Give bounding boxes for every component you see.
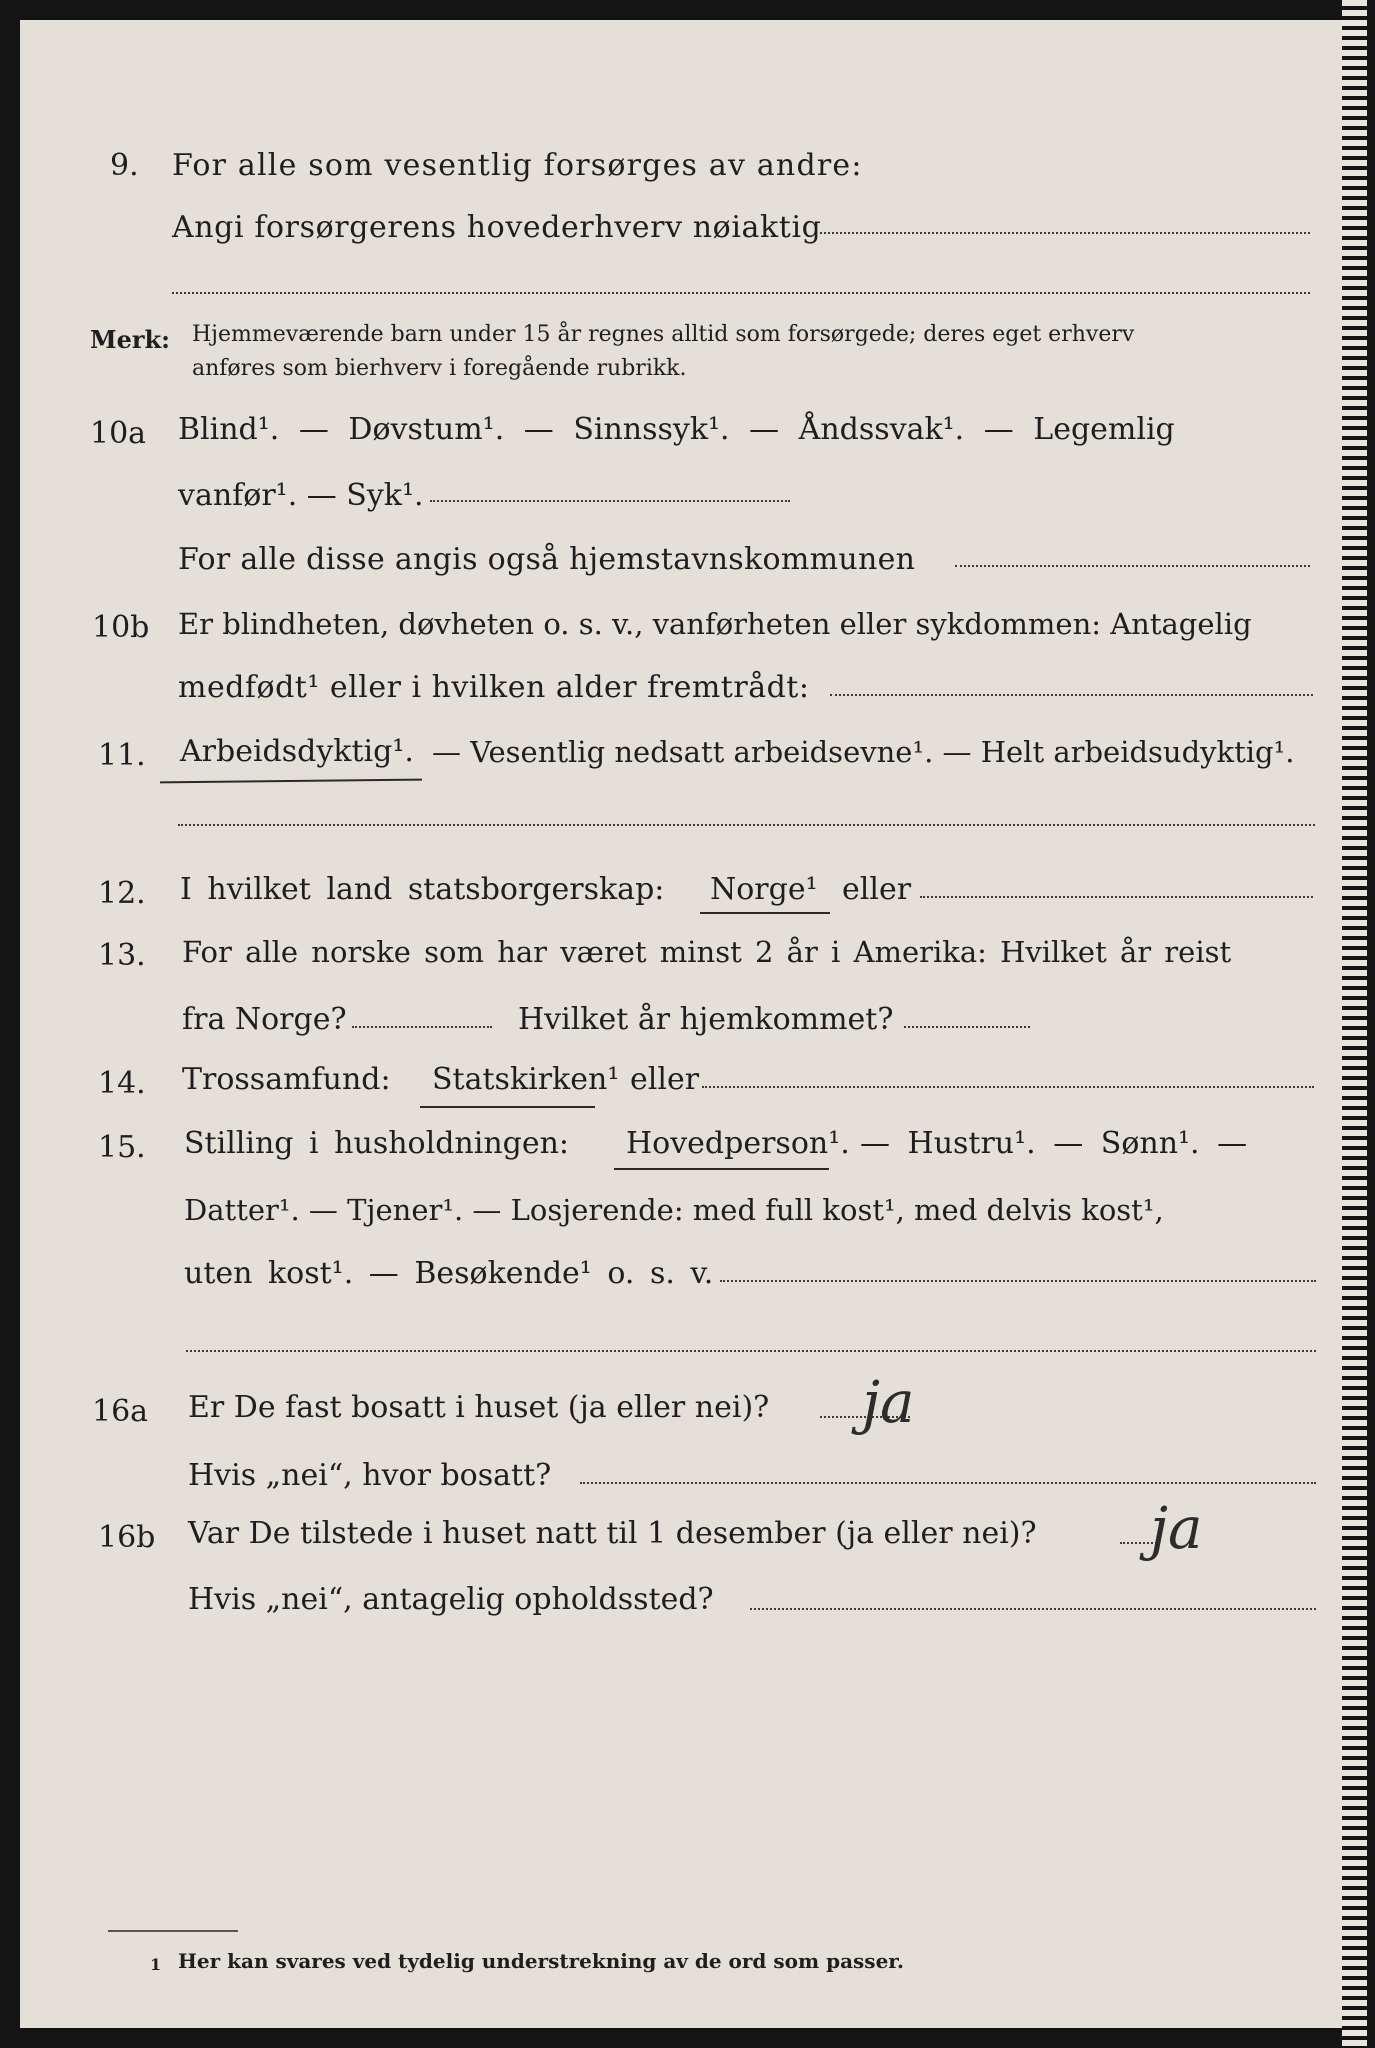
q15-answer-line[interactable] bbox=[720, 1280, 1316, 1282]
q9-answer-line-2[interactable] bbox=[172, 292, 1310, 294]
note-line-2: anføres som bierhverv i foregående rubrikk. bbox=[192, 356, 687, 381]
q11-number: 11. bbox=[98, 738, 146, 773]
q15-options-3[interactable]: uten kost¹. — Besøkende¹ o. s. v. bbox=[184, 1256, 714, 1291]
q10b-question: Er blindheten, døvheten o. s. v., vanførheten eller sykdommen: Antagelig bbox=[178, 607, 1252, 641]
q16b-number: 16b bbox=[98, 1520, 156, 1555]
q12-selection-underline bbox=[700, 912, 830, 914]
q14-selection-underline bbox=[420, 1106, 595, 1108]
q10a-municipality-line[interactable] bbox=[955, 565, 1310, 567]
q16a-where: Hvis „nei“, hvor bosatt? bbox=[188, 1458, 552, 1493]
q14-or: eller bbox=[630, 1062, 700, 1097]
q10b-answer-line[interactable] bbox=[830, 694, 1313, 696]
q12-question: I hvilket land statsborgerskap: bbox=[180, 872, 665, 907]
census-form-page bbox=[20, 20, 1342, 2028]
q16a-number: 16a bbox=[92, 1394, 149, 1429]
q10b-question-2: medfødt¹ eller i hvilken alder fremtrådt: bbox=[178, 670, 810, 705]
q16a-where-line[interactable] bbox=[580, 1482, 1316, 1484]
note-line-1: Hjemmeværende barn under 15 år regnes alltid som forsørgede; deres eget erhverv bbox=[192, 322, 1135, 347]
q11-selection-underline bbox=[160, 779, 422, 784]
q15-question: Stilling i husholdningen: bbox=[184, 1126, 570, 1161]
q9-answer-line[interactable] bbox=[820, 232, 1310, 234]
q16a-question: Er De fast bosatt i huset (ja eller nei)? bbox=[188, 1390, 770, 1425]
q12-answer-line[interactable] bbox=[920, 896, 1313, 898]
q11-answer-line[interactable] bbox=[178, 824, 1315, 826]
q9-question: For alle som vesentlig forsørges av andre: bbox=[172, 148, 863, 183]
q16b-where-line[interactable] bbox=[750, 1608, 1316, 1610]
q16b-where: Hvis „nei“, antagelig opholdssted? bbox=[188, 1582, 714, 1617]
q15-number: 15. bbox=[98, 1130, 146, 1165]
q10a-options-2: vanfør¹. — Syk¹. bbox=[178, 478, 424, 513]
q14-answer-line[interactable] bbox=[702, 1086, 1314, 1088]
q12-or: eller bbox=[842, 872, 912, 907]
q13-year-left-line[interactable] bbox=[352, 1026, 492, 1028]
footnote-rule bbox=[108, 1930, 238, 1932]
q12-number: 12. bbox=[98, 876, 146, 911]
q11-option-arbeidsdyktig[interactable]: Arbeidsdyktig¹. bbox=[180, 734, 414, 769]
q12-option-norge[interactable]: Norge¹ bbox=[710, 872, 818, 907]
q13-returned: Hvilket år hjemkommet? bbox=[518, 1002, 894, 1037]
q15-option-hovedperson[interactable]: Hovedperson¹. bbox=[626, 1126, 850, 1161]
perforated-edge bbox=[1342, 0, 1367, 2048]
q11-other-options[interactable]: — Vesentlig nedsatt arbeidsevne¹. — Helt arbeidsudyktig¹. bbox=[432, 735, 1295, 769]
q15-options-1[interactable]: — Hustru¹. — Sønn¹. — bbox=[860, 1126, 1248, 1161]
footnote-mark: 1 bbox=[150, 1955, 162, 1974]
q14-number: 14. bbox=[98, 1066, 146, 1101]
q10b-number: 10b bbox=[92, 610, 150, 645]
q13-left-norway: fra Norge? bbox=[182, 1002, 347, 1037]
q13-question: For alle norske som har været minst 2 år i Amerika: Hvilket år reist bbox=[182, 935, 1232, 969]
q10a-municipality: For alle disse angis også hjemstavnskommunen bbox=[178, 542, 916, 577]
footnote-text: Her kan svares ved tydelig understrekning av de ord som passer. bbox=[178, 1949, 904, 1973]
q15-answer-line-2[interactable] bbox=[186, 1350, 1316, 1352]
note-label: Merk: bbox=[90, 325, 170, 354]
q15-selection-underline bbox=[614, 1168, 829, 1170]
q14-option-statskirken[interactable]: Statskirken¹ bbox=[432, 1062, 620, 1097]
q10a-answer-line[interactable] bbox=[430, 500, 790, 502]
q14-question: Trossamfund: bbox=[182, 1062, 391, 1097]
q16a-handwritten-answer: ja bbox=[862, 1368, 915, 1436]
q16b-handwritten-answer: ja bbox=[1150, 1494, 1203, 1562]
q16b-question: Var De tilstede i huset natt til 1 desember (ja eller nei)? bbox=[188, 1516, 1037, 1551]
q9-number: 9. bbox=[110, 148, 139, 183]
q15-options-2[interactable]: Datter¹. — Tjener¹. — Losjerende: med full kost¹, med delvis kost¹, bbox=[184, 1193, 1164, 1227]
q10a-options: Blind¹. — Døvstum¹. — Sinnssyk¹. — Åndssvak¹. — Legemlig bbox=[178, 412, 1175, 447]
q10a-number: 10a bbox=[90, 416, 147, 451]
q9-subquestion: Angi forsørgerens hovederhverv nøiaktig bbox=[172, 210, 822, 245]
q13-year-returned-line[interactable] bbox=[904, 1026, 1030, 1028]
q13-number: 13. bbox=[98, 938, 146, 973]
